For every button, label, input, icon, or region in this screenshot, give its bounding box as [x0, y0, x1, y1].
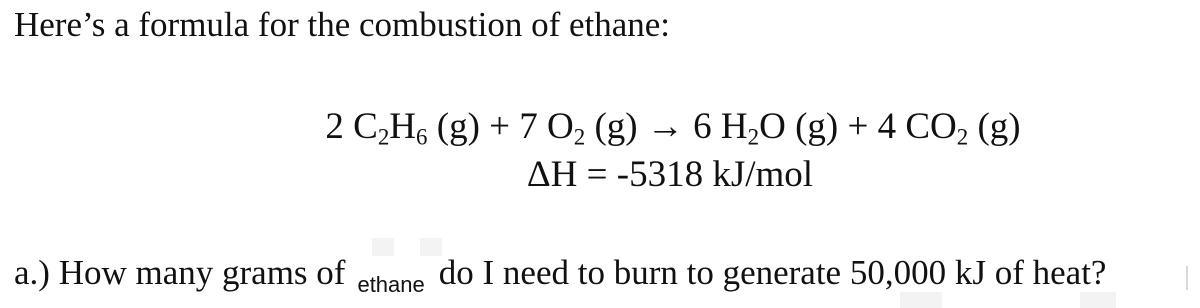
- eq-reactant1-coef: 2: [325, 106, 354, 147]
- eq-reactant2-formula: [547, 106, 586, 150]
- eq-product1-state: (g) + 4: [785, 106, 906, 147]
- intro-text: Here’s a formula for the combustion of ethane:: [14, 5, 671, 44]
- element-symbol: O: [547, 106, 574, 147]
- subscript: 2: [956, 124, 969, 150]
- question-prefix: a.) How many grams of: [14, 253, 346, 292]
- edge-mark: [1186, 266, 1188, 290]
- element-symbol: C: [353, 106, 378, 147]
- eq-product2-state: (g): [968, 106, 1021, 147]
- element-symbol: O: [759, 106, 786, 147]
- eq-product2-formula: [905, 106, 969, 150]
- subscript: 2: [573, 124, 586, 150]
- eq-reactant1-state: (g) + 7: [427, 106, 548, 147]
- subscript: 2: [747, 124, 760, 150]
- element-symbol: CO: [905, 106, 957, 147]
- eq-reactant1-formula: [353, 106, 428, 150]
- enthalpy-value: ΔH = -5318 kJ/mol: [526, 154, 814, 195]
- question-suffix: do I need to burn to generate 50,000 kJ of heat?: [438, 253, 1107, 292]
- background-artifact: [372, 238, 394, 256]
- element-symbol: H: [389, 106, 417, 147]
- combustion-equation: [0, 106, 1200, 150]
- subscript: 2: [377, 124, 390, 150]
- eq-product1-formula: [720, 106, 786, 150]
- subscript: 6: [416, 124, 428, 150]
- element-symbol: H: [720, 106, 748, 147]
- question-a: [14, 255, 1106, 296]
- eq-reactant2-state: (g) → 6: [585, 106, 721, 147]
- inserted-word: ethane: [357, 272, 425, 297]
